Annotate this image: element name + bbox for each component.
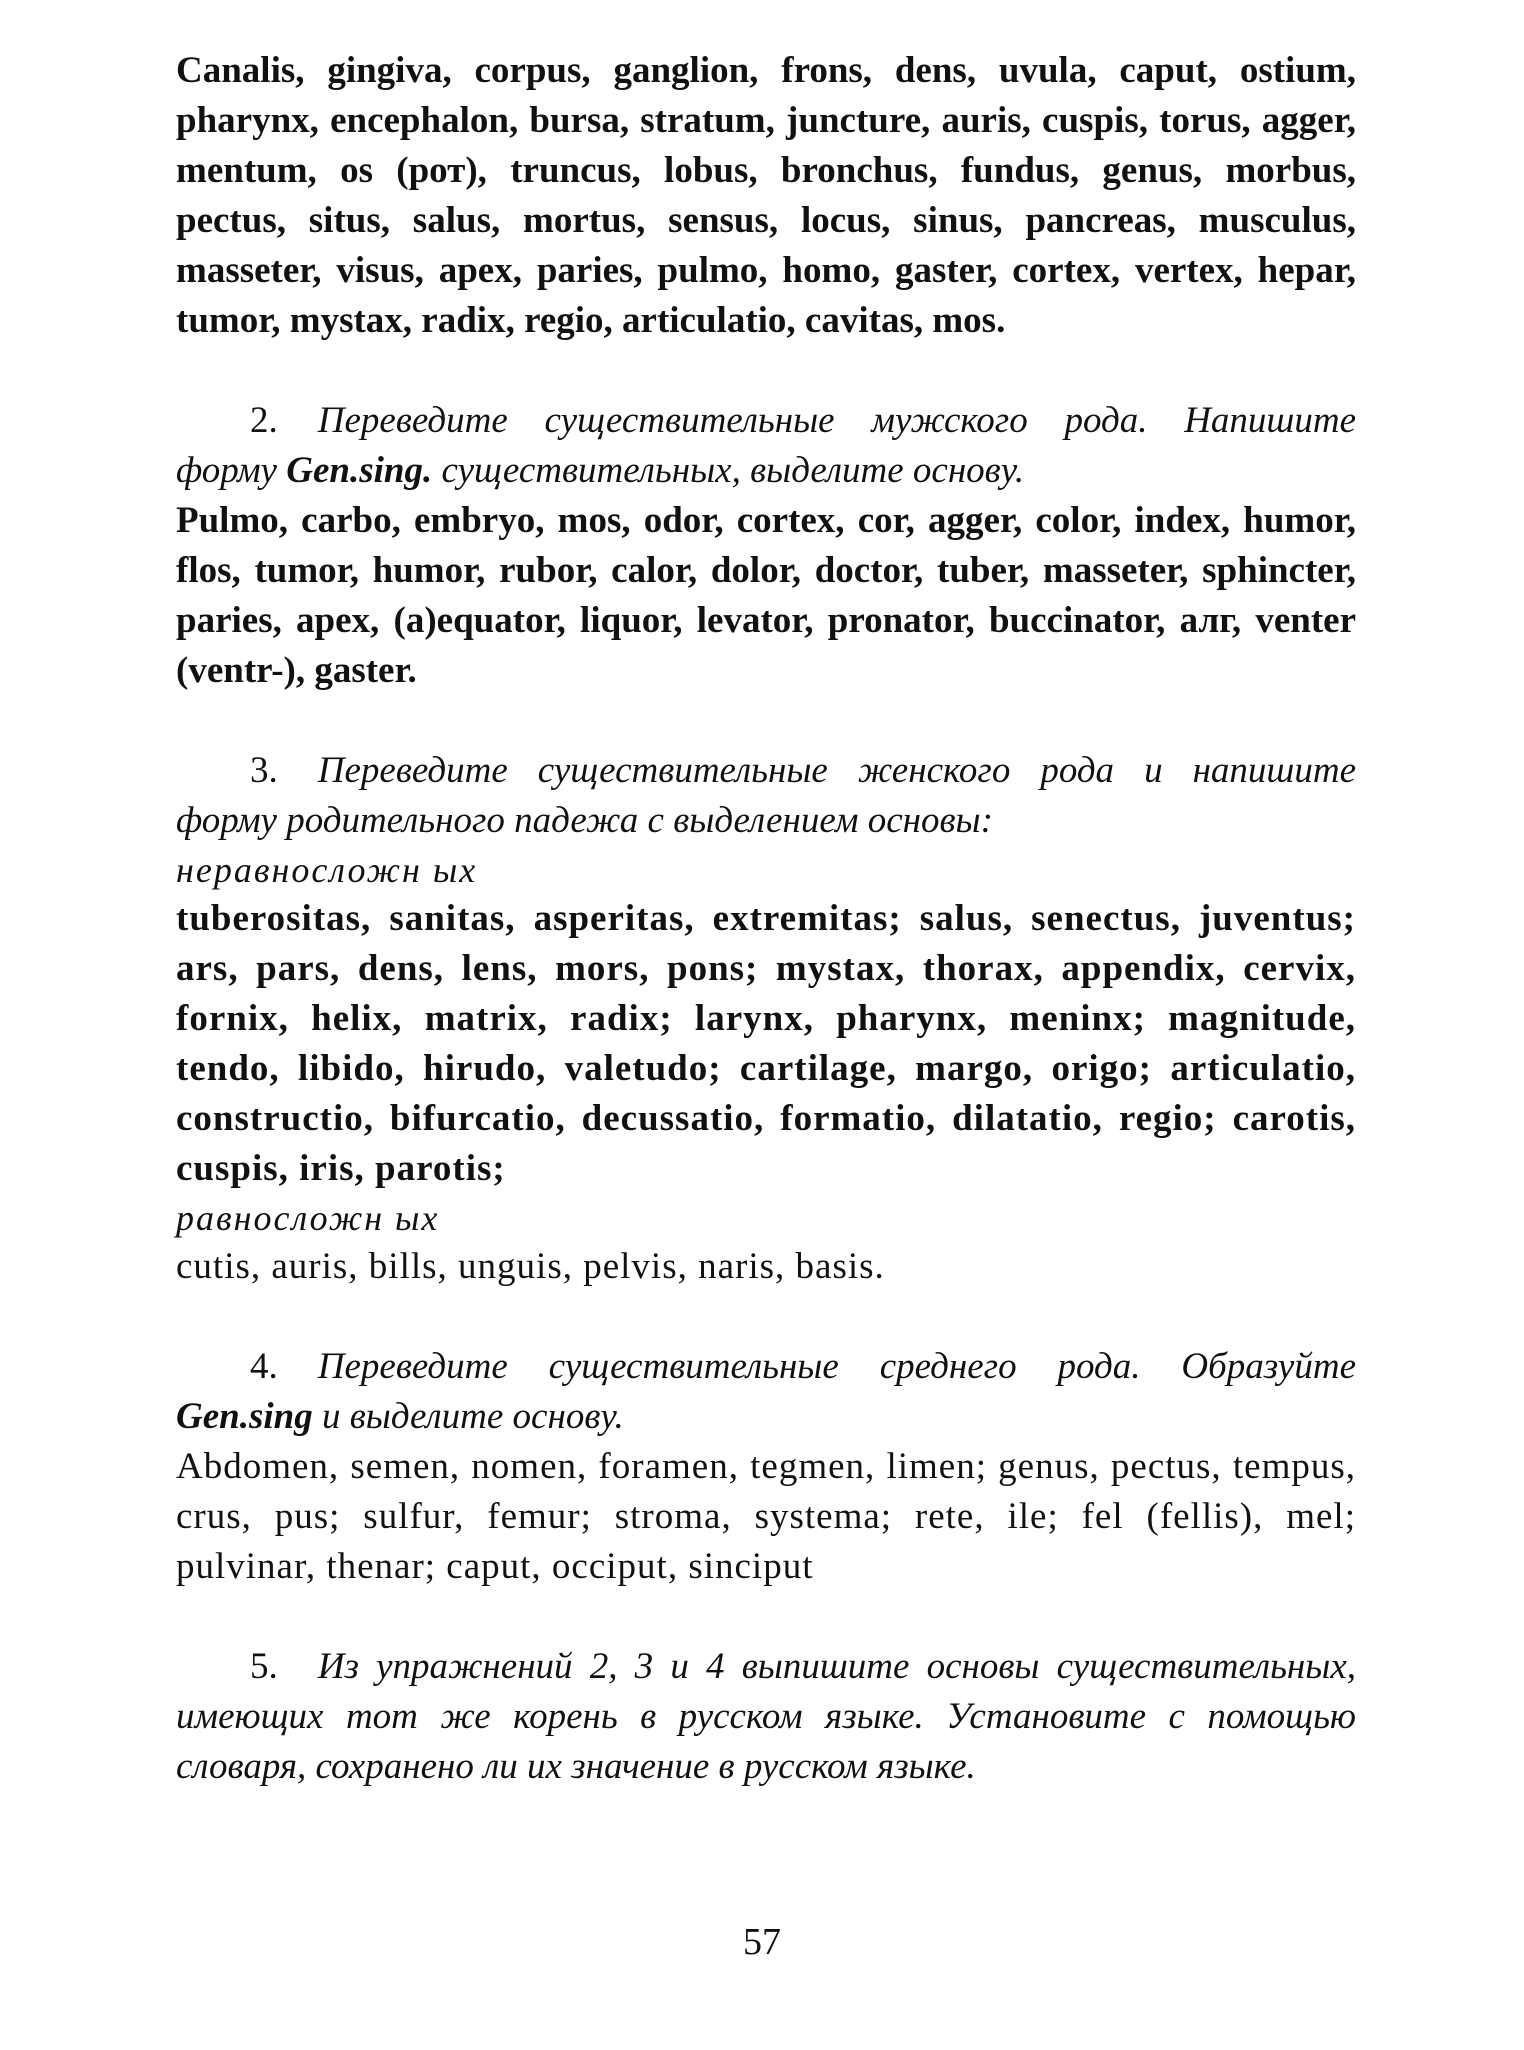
document-page xyxy=(176,46,1356,1792)
exercise-5-task-text: Из упражнений 2, 3 и 4 выпишите основы существительных, имеющих тот же корень в русском языке. Установите с помощью словаря, сохранено ли их значение в русском языке. xyxy=(176,1646,1356,1787)
exercise-2-task-text-2: существительных, выделите основу. xyxy=(432,450,1025,491)
intro-word-list: Canalis, gingiva, corpus, ganglion, frons, dens, uvula, caput, ostium, pharynx, encephalon, bursa, stratum, juncture, auris, cuspis, torus, agger, mentum, os (рот), truncus, lobus, bronchus, fundus, genus, morbus, pectus, situs, salus, mortus, sensus, locus, sinus, pancreas, musculus, masseter, visus, apex, paries, pulmo, homo, gaster, cortex, vertex, hepar, tumor, mystax, radix, regio, articulatio, cavitas, mos. xyxy=(176,50,1356,341)
exercise-2-task xyxy=(176,396,1356,496)
exercise-4-task-text-1: Переведите существительные среднего рода. Образуйте xyxy=(317,1346,1356,1387)
exercise-5-number: 5. xyxy=(250,1646,278,1687)
exercise-2-number: 2. xyxy=(250,400,278,441)
exercise-4-task-text-2: и выделите основу. xyxy=(312,1396,624,1437)
exercise-3-word-list-1: tuberositas, sanitas, asperitas, extremitas; salus, senectus, juventus; ars, pars, dens, lens, mors, pons; mystax, thorax, appendix, cervix, fornix, helix, matrix, radix; larynx, pharynx, meninx; magnitude, tendo, libido, hirudo, valetudo; cartilage, margo, origo; articulatio, constructio, bifurcatio, decussatio, formatio, dilatatio, regio; carotis, cuspis, iris, parotis; xyxy=(176,898,1356,1189)
page-number: 57 xyxy=(743,1921,781,1963)
exercise-3-word-list-2: cutis, auris, bills, unguis, pelvis, naris, basis. xyxy=(176,1246,885,1287)
exercise-3-number: 3. xyxy=(250,750,278,791)
exercise-4-word-list: Abdomen, semen, nomen, foramen, tegmen, limen; genus, pectus, tempus, crus, pus; sulfur, femur; stroma, systema; rete, ile; fel (fellis), mel; pulvinar, thenar; caput, occiput, sinciput xyxy=(176,1446,1356,1587)
exercise-4-task xyxy=(176,1342,1356,1442)
exercise-2-gen-sing: Gen.sing. xyxy=(286,450,433,491)
exercise-4-number: 4. xyxy=(250,1346,278,1387)
exercise-3-subheading-imparisyllabic: неравносложн ых xyxy=(176,850,478,890)
exercise-3-subheading-parisyllabic: равносложн ых xyxy=(176,1198,440,1238)
exercise-2-task-text-1: Переведите существительные мужского рода. Напишите форму xyxy=(176,400,1356,491)
exercise-3-task xyxy=(176,746,1356,846)
exercise-4-gen-sing: Gen.sing xyxy=(176,1396,313,1437)
exercise-2-word-list: Pulmo, carbo, embryo, mos, odor, cortex, cor, agger, color, index, humor, flos, tumor, humor, rubor, calor, dolor, doctor, tuber, masseter, sphincter, paries, apex, (a)equator, liquor, levator, pronator, buccinator, алг, venter (ventr-), gaster. xyxy=(176,500,1356,691)
exercise-5-task xyxy=(176,1642,1356,1792)
exercise-3-task-text: Переведите существительные женского рода и напишите форму родительного падежа с выделением основы: xyxy=(176,750,1356,841)
